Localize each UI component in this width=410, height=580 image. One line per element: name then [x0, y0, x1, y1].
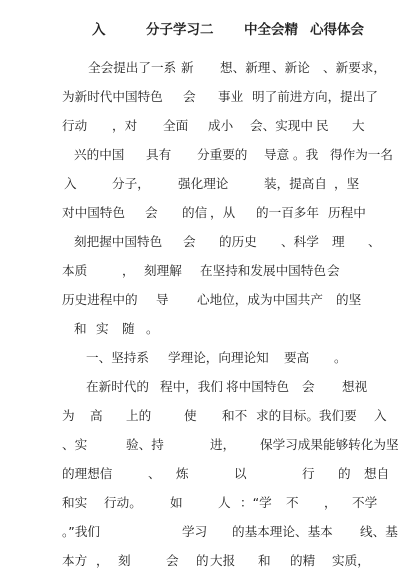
body-line: 全会提出了一系 新 想、新理 、新论 、新要求，	[88, 60, 386, 75]
body-line: 。”我们 学习 的基本理论、基本 线、基	[62, 524, 398, 539]
body-line: 行动 ，对 全面 成小 会、实现中 民 大	[62, 118, 365, 133]
title-part: 入	[92, 22, 106, 38]
document-title	[0, 20, 410, 40]
body-line: 和 实 随 。	[74, 321, 159, 336]
body-line: 对中国特色 会 的信 ，从 的一百多年 历程中	[62, 205, 366, 220]
title-part: 分子学习二	[146, 22, 214, 38]
body-line: 和实 行动。 如 人 ：“学 不 ， 不学	[62, 495, 378, 510]
body-line: 本方 ， 刻 会 的 大报 和 的精 实质，	[62, 553, 370, 568]
title-part: 心得体会	[310, 22, 364, 38]
body-line: 兴的中国 具有 分重要的 导意 。我 得作为一名	[74, 147, 393, 162]
body-line: 为新时代中国特色 会 事业 明了前进方向，提出了	[62, 89, 378, 104]
body-line: 刻把握中国特色 会 的历史 、科学 理 、	[74, 234, 381, 249]
body-line: 本质 ， 刻理解 在坚持和发展中国特色 会	[62, 263, 340, 278]
section-heading: 一、坚持系 学理论，向理论知 要高 。	[86, 350, 347, 365]
body-line: 、实 验、持 进， 保学习成果能够转化为坚	[62, 437, 399, 452]
body-line: 的理想信 、 炼 以 行 的 想自	[62, 466, 390, 481]
body-line: 历史进程中的 导 心地位，成为中国共产 的坚	[62, 292, 362, 307]
body-line: 在新时代的 程中，我们 将中国特色 会 想视	[86, 379, 368, 394]
body-line: 为 高 上的 使 和不 求的目标。我们要 入	[62, 408, 387, 423]
body-line: 入 分子， 强化理论 装，提高自 ，坚	[64, 176, 360, 191]
title-part: 中全会精	[244, 22, 298, 38]
